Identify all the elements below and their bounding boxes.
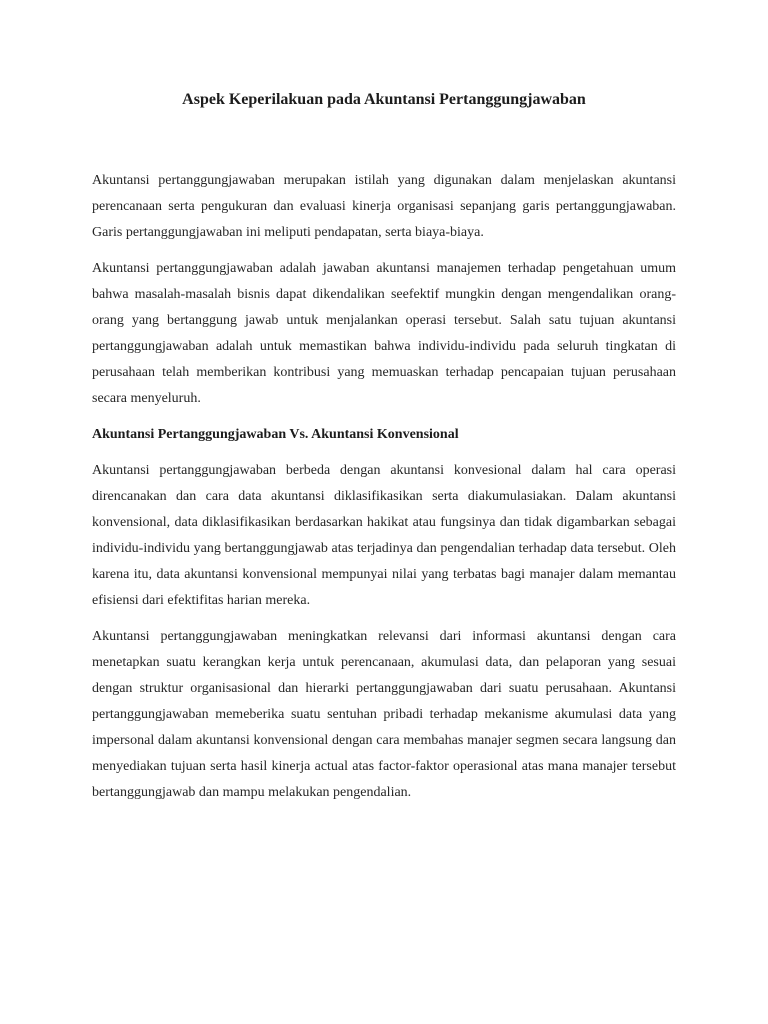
section-paragraph-2: Akuntansi pertanggungjawaban meningkatkan relevansi dari informasi akuntansi dengan cara menetapkan suatu kerangkan kerja untuk perencanaan, akumulasi data, dan pelaporan yang sesuai dengan struktur organisasional dan hierarki pertanggungjawaban dari suatu perusahaan. Akuntansi pertanggungjawaban memeberika suatu sentuhan pribadi terhadap mekanisme akumulasi data yang impersonal dalam akuntansi konvensional dengan cara membahas manajer segmen secara langsung dan menyediakan tujuan serta hasil kinerja actual atas factor-faktor operasional atas mana manajer tersebut bertanggungjawab dan mampu melakukan pengendalian.: [92, 629, 676, 800]
section-heading: Akuntansi Pertanggungjawaban Vs. Akuntansi Konvensional: [92, 427, 459, 442]
document-content: [92, 88, 676, 806]
document-title: Aspek Keperilakuan pada Akuntansi Pertanggungjawaban: [182, 91, 586, 108]
paragraph-1: Akuntansi pertanggungjawaban merupakan istilah yang digunakan dalam menjelaskan akuntansi perencanaan serta pengukuran dan evaluasi kinerja organisasi sepanjang garis pertanggungjawaban. Garis pertanggungjawaban ini meliputi pendapatan, serta biaya-biaya.: [92, 173, 676, 240]
paragraph-2: Akuntansi pertanggungjawaban adalah jawaban akuntansi manajemen terhadap pengetahuan umum bahwa masalah-masalah bisnis dapat dikendalikan seefektif mungkin dengan mengendalikan orang-orang yang bertanggung jawab untuk menjalankan operasi tersebut. Salah satu tujuan akuntansi pertanggungjawaban adalah untuk memastikan bahwa individu-individu pada seluruh tingkatan di perusahaan telah memberikan kontribusi yang memuaskan terhadap pencapaian tujuan perusahaan secara menyeluruh.: [92, 261, 676, 406]
section-paragraph-1: Akuntansi pertanggungjawaban berbeda dengan akuntansi konvesional dalam hal cara operasi direncanakan dan cara data akuntansi diklasifikasikan serta diakumulasiakan. Dalam akuntansi konvensional, data diklasifikasikan berdasarkan hakikat atau fungsinya dan tidak digambarkan sebagai individu-individu yang bertanggungjawab atas terjadinya dan pengendalian terhadap data tersebut. Oleh karena itu, data akuntansi konvensional mempunyai nilai yang terbatas bagi manajer dalam memantau efisiensi dari efektifitas harian mereka.: [92, 463, 676, 608]
